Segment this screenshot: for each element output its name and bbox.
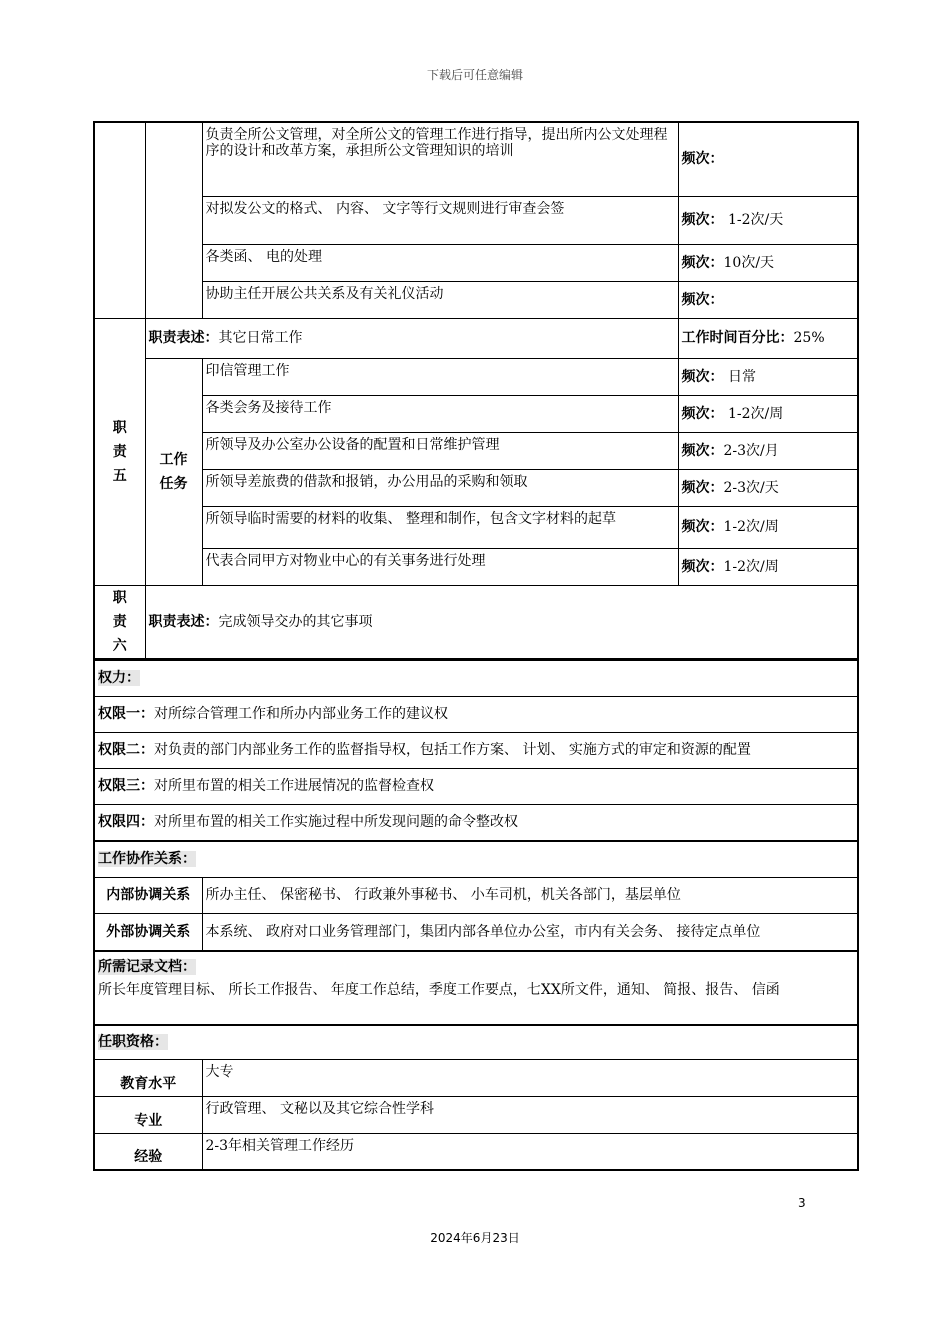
education-label: 教育水平 <box>94 1059 202 1096</box>
power-item: 权限四：对所里布置的相关工作实施过程中所发现问题的命令整改权 <box>94 804 858 841</box>
major-label: 专业 <box>94 1096 202 1133</box>
powers-title: 权力： <box>94 660 858 696</box>
powers-table <box>93 659 859 1171</box>
duty-six-description: 职责表述：完成领导交办的其它事项 <box>145 585 858 659</box>
duty-five-percentage: 工作时间百分比：25% <box>678 318 858 358</box>
frequency-cell: 频次： 日常 <box>678 358 858 395</box>
internal-relations-label: 内部协调关系 <box>94 877 202 913</box>
external-relations-label: 外部协调关系 <box>94 913 202 951</box>
task-text: 协助主任开展公共关系及有关礼仪活动 <box>202 281 678 318</box>
page-number: 3 <box>798 1196 806 1210</box>
task-text: 所领导差旅费的借款和报销，办公用品的采购和领取 <box>202 469 678 506</box>
frequency-cell: 频次： <box>678 281 858 318</box>
frequency-cell: 频次： <box>678 122 858 196</box>
power-item: 权限三：对所里布置的相关工作进展情况的监督检查权 <box>94 768 858 804</box>
records-title: 所需记录文档： <box>98 959 196 975</box>
task-text: 各类函、 电的处理 <box>202 244 678 281</box>
task-text: 代表合同甲方对物业中心的有关事务进行处理 <box>202 548 678 585</box>
education-value: 大专 <box>202 1059 858 1096</box>
frequency-cell: 频次：1-2次/周 <box>678 548 858 585</box>
frequency-cell: 频次： 1-2次/周 <box>678 395 858 432</box>
frequency-cell: 频次：1-2次/周 <box>678 506 858 548</box>
power-item: 权限一：对所综合管理工作和所办内部业务工作的建议权 <box>94 696 858 732</box>
footer-date: 2024年6月23日 <box>430 1231 520 1245</box>
duties-table <box>93 121 859 660</box>
header-watermark: 下载后可任意编辑 <box>426 68 523 82</box>
qualifications-title: 任职资格： <box>94 1025 858 1059</box>
work-task-label: 工作 任务 <box>145 358 202 585</box>
experience-label: 经验 <box>94 1133 202 1170</box>
power-item: 权限二：对负责的部门内部业务工作的监督指导权，包括工作方案、 计划、 实施方式的审定和资源的配置 <box>94 732 858 768</box>
task-text: 负责全所公文管理，对全所公文的管理工作进行指导，提出所内公文处理程序的设计和改革方案，承担所公文管理知识的培训 <box>202 122 678 196</box>
frequency-cell: 频次：2-3次/天 <box>678 469 858 506</box>
frequency-cell: 频次：10次/天 <box>678 244 858 281</box>
frequency-cell: 频次： 1-2次/天 <box>678 196 858 244</box>
task-text: 所领导及办公室办公设备的配置和日常维护管理 <box>202 432 678 469</box>
frequency-cell: 频次：2-3次/月 <box>678 432 858 469</box>
task-text: 所领导临时需要的材料的收集、 整理和制作，包含文字材料的起草 <box>202 506 678 548</box>
major-value: 行政管理、 文秘以及其它综合性学科 <box>202 1096 858 1133</box>
task-text: 对拟发公文的格式、 内容、 文字等行文规则进行审查会签 <box>202 196 678 244</box>
task-text: 各类会务及接待工作 <box>202 395 678 432</box>
records-text: 所长年度管理目标、 所长工作报告、 年度工作总结，季度工作要点，七XX所文件，通知、 简报、报告、 信函 <box>98 982 780 998</box>
experience-value: 2-3年相关管理工作经历 <box>202 1133 858 1170</box>
duty-five-label: 职 责 五 <box>94 318 145 585</box>
task-text: 印信管理工作 <box>202 358 678 395</box>
duty-six-label: 职 责 六 <box>94 585 145 659</box>
relations-title: 工作协作关系： <box>94 841 858 877</box>
external-relations-text: 本系统、 政府对口业务管理部门，集团内部各单位办公室，市内有关会务、 接待定点单位 <box>202 913 858 951</box>
duty-four-task-cell <box>145 122 202 318</box>
records-cell <box>94 951 858 1025</box>
internal-relations-text: 所办主任、 保密秘书、 行政兼外事秘书、 小车司机，机关各部门，基层单位 <box>202 877 858 913</box>
duty-five-description: 职责表述：其它日常工作 <box>145 318 678 358</box>
duty-four-label-cell <box>94 122 145 318</box>
